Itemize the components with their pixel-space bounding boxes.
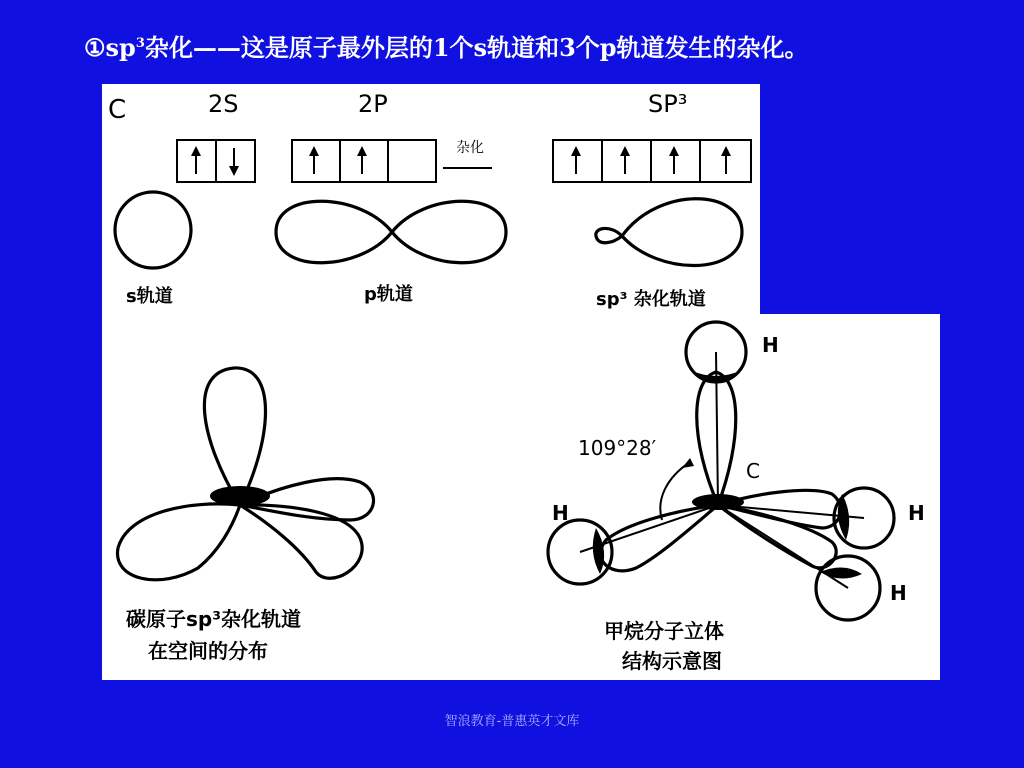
header-2p: 2P	[358, 90, 388, 118]
bond-angle-label: 109°28′	[578, 436, 657, 460]
title-rest: 杂化——这是原子最外层的1个s轨道和3个p轨道发生的杂化。	[144, 33, 809, 62]
methane-structure-diagram	[548, 322, 894, 620]
sp3-orbital-label: sp³ 杂化轨道	[596, 289, 706, 310]
h-top-label: H	[762, 333, 779, 357]
title-prefix: ①sp	[84, 33, 136, 62]
carbon-sp3-spatial-diagram	[117, 368, 373, 580]
left-caption-line1: 碳原子sp³杂化轨道	[126, 607, 301, 631]
title-superscript: 3	[135, 36, 145, 51]
footer-watermark: 智浪教育-普惠英才文库	[444, 714, 580, 729]
center-carbon-label: C	[746, 459, 760, 483]
hybridization-label: 杂化	[456, 140, 484, 156]
h-bottom-right-label: H	[890, 581, 907, 605]
right-caption-line1: 甲烷分子立体	[604, 619, 724, 643]
s-orbital-label: s轨道	[126, 286, 173, 307]
box-2p	[292, 140, 436, 182]
p-orbital-label: p轨道	[364, 284, 413, 305]
box-2s	[177, 140, 255, 182]
box-sp3	[553, 140, 751, 182]
sp3-orbital-shape	[596, 199, 742, 266]
h-left-label: H	[552, 501, 569, 525]
s-orbital-shape	[115, 192, 191, 268]
p-orbital-shape	[276, 201, 506, 263]
header-2s: 2S	[208, 90, 239, 118]
atom-label: C	[108, 95, 127, 125]
h-right-label: H	[908, 501, 925, 525]
header-sp3: SP³	[648, 90, 688, 118]
right-caption-line2: 结构示意图	[622, 649, 722, 673]
left-caption-line2: 在空间的分布	[148, 639, 268, 663]
